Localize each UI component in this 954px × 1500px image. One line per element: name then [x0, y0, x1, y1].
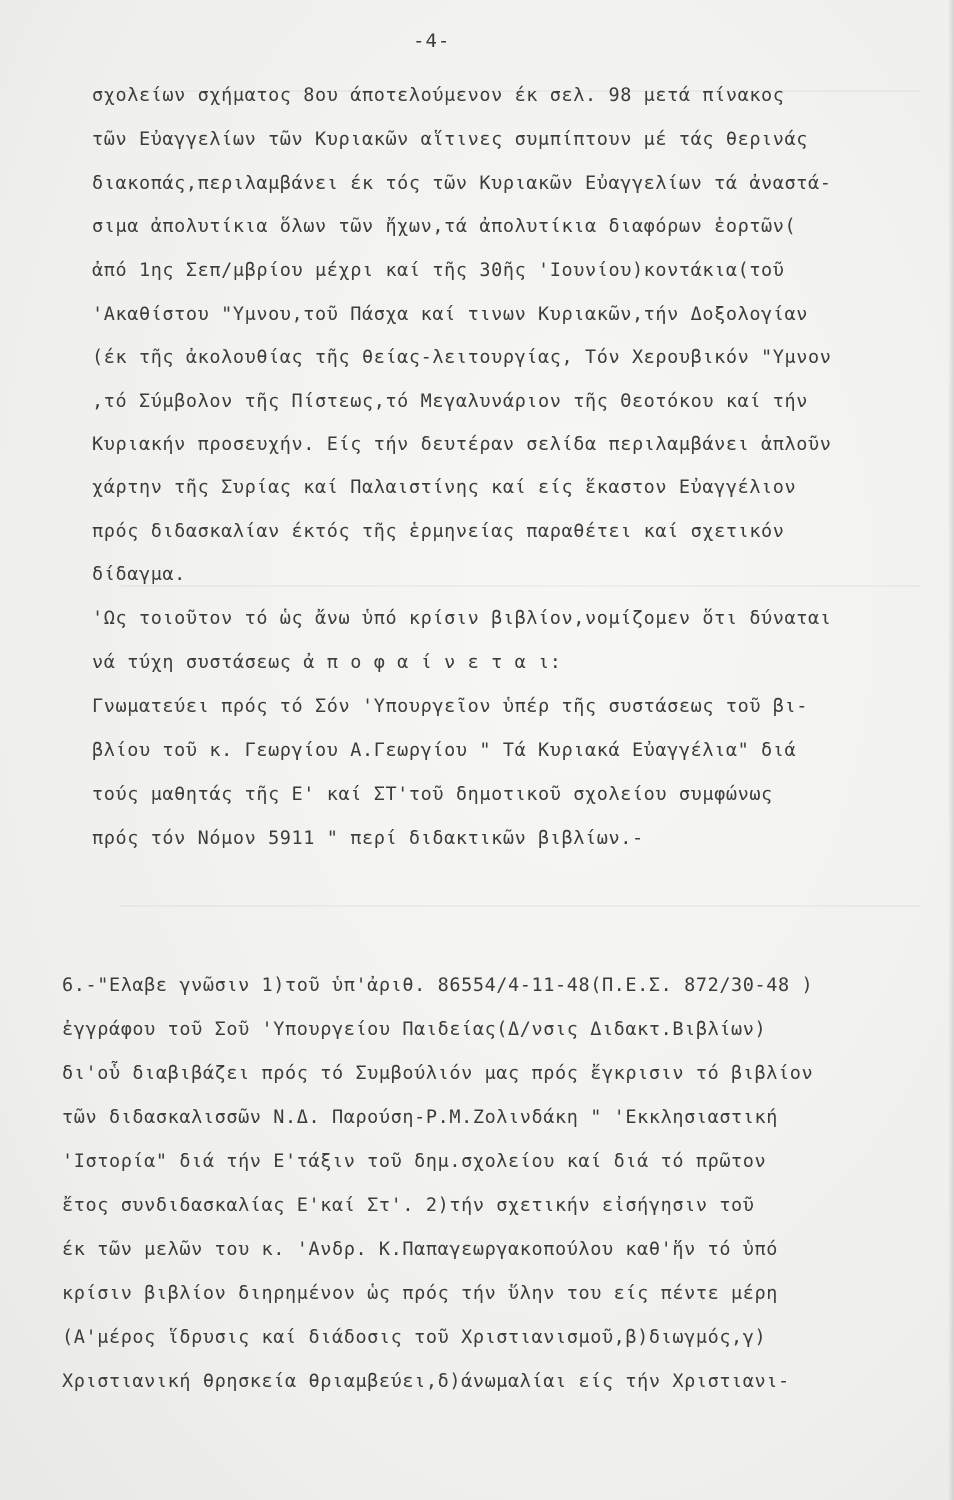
text-line: έκ τῶν μελῶν του κ. 'Ανδρ. Κ.Παπαγεωργακοπούλου καθ'ἥν τό ὑπό: [62, 1239, 779, 1260]
text-line: χάρτην τῆς Συρίας καί Παλαιστίνης καί είς ἕκαστον Εὐαγγέλιον: [92, 477, 797, 498]
text-line: δίδαγμα.: [92, 564, 186, 585]
text-line: πρός τόν Νόμον 5911 " περί διδακτικῶν βιβλίων.-: [92, 828, 644, 849]
page-edge-shadow: [948, 0, 954, 1500]
text-line: τῶν Εὐαγγελίων τῶν Κυριακῶν αἵτινες συμπίπτουν μέ τάς θερινάς: [92, 129, 809, 150]
text-line: 'Ακαθίστου "Υμνου,τοῦ Πάσχα καί τινων Κυριακῶν,τήν Δοξολογίαν: [92, 304, 809, 325]
text-line: ,τό Σύμβολον τῆς Πίστεως,τό Μεγαλυνάριον τῆς Θεοτόκου καί τήν: [92, 391, 809, 412]
text-line: (Α'μέρος ἵδρυσις καί διάδοσις τοῦ Χριστιανισμοῦ,β)διωγμός,γ): [62, 1327, 767, 1348]
text-line: σιμα ἀπολυτίκια ὅλων τῶν ἤχων,τά ἀπολυτίκια διαφόρων ἑορτῶν(: [92, 216, 797, 237]
text-line: (έκ τῆς ἀκολουθίας τῆς θείας-λειτουργίας, Τόν Χερουβικόν "Υμνον: [92, 347, 832, 368]
text-line: νά τύχη συστάσεως ἀ π ο φ α ί ν ε τ α ι:: [92, 652, 562, 673]
text-line: 'Ιστορία" διά τήν Ε'τάξιν τοῦ δημ.σχολείου καί διά τό πρῶτον: [62, 1151, 767, 1172]
text-line: ἀπό 1ης Σεπ/μβρίου μέχρι καί τῆς 30ῆς 'Ιουνίου)κοντάκια(τοῦ: [92, 260, 785, 281]
text-line: ἐγγράφου τοῦ Σοῦ 'Υπουργείου Παιδείας(Δ/νσις Διδακτ.Βιβλίων): [62, 1019, 767, 1040]
text-line: Κυριακήν προσευχήν. Είς τήν δευτέραν σελίδα περιλαμβάνει ἁπλοῦν: [92, 434, 832, 455]
text-line: Γνωματεύει πρός τό Σόν 'Υπουργεῖον ὑπέρ τῆς συστάσεως τοῦ βι-: [92, 696, 809, 717]
text-line: τῶν διδασκαλισσῶν Ν.Δ. Παρούση-Ρ.Μ.Ζολινδάκη " 'Εκκλησιαστική: [62, 1107, 779, 1128]
text-line: 6.-"Ελαβε γνῶσιν 1)τοῦ ὑπ'ἀριθ. 86554/4-11-48(Π.Ε.Σ. 872/30-48 ): [62, 975, 814, 996]
text-line: Χριστιανική θρησκεία θριαμβεύει,δ)άνωμαλίαι είς τήν Χριστιανι-: [62, 1371, 790, 1392]
text-line: δι'οὗ διαβιβάζει πρός τό Συμβούλιόν μας πρός ἔγκρισιν τό βιβλίον: [62, 1063, 814, 1084]
text-line: πρός διδασκαλίαν έκτός τῆς ἑρμηνείας παραθέτει καί σχετικόν: [92, 521, 785, 542]
text-line: ἔτος συνδιδασκαλίας Ε'καί Στ'. 2)τήν σχετικήν εἰσήγησιν τοῦ: [62, 1195, 755, 1216]
text-line: διακοπάς,περιλαμβάνει έκ τός τῶν Κυριακῶν Εὐαγγελίων τά ἀναστά-: [92, 173, 832, 194]
bleed-through-mark: [120, 585, 920, 587]
text-line: βλίου τοῦ κ. Γεωργίου Α.Γεωργίου " Τά Κυριακά Εὐαγγέλια" διά: [92, 740, 797, 761]
page-number: -4-: [413, 30, 451, 52]
text-line: 'Ως τοιοῦτον τό ὡς ἄνω ὑπό κρίσιν βιβλίον,νομίζομεν ὅτι δύναται: [92, 608, 832, 629]
text-line: σχολείων σχήματος 8ου άποτελούμενον έκ σελ. 98 μετά πίνακος: [92, 85, 785, 106]
bleed-through-mark: [120, 905, 920, 907]
text-line: τούς μαθητάς τῆς Ε' καί ΣΤ'τοῦ δημοτικοῦ σχολείου συμφώνως: [92, 784, 773, 805]
text-line: κρίσιν βιβλίον διηρημένον ὡς πρός τήν ὕλην του είς πέντε μέρη: [62, 1283, 779, 1304]
